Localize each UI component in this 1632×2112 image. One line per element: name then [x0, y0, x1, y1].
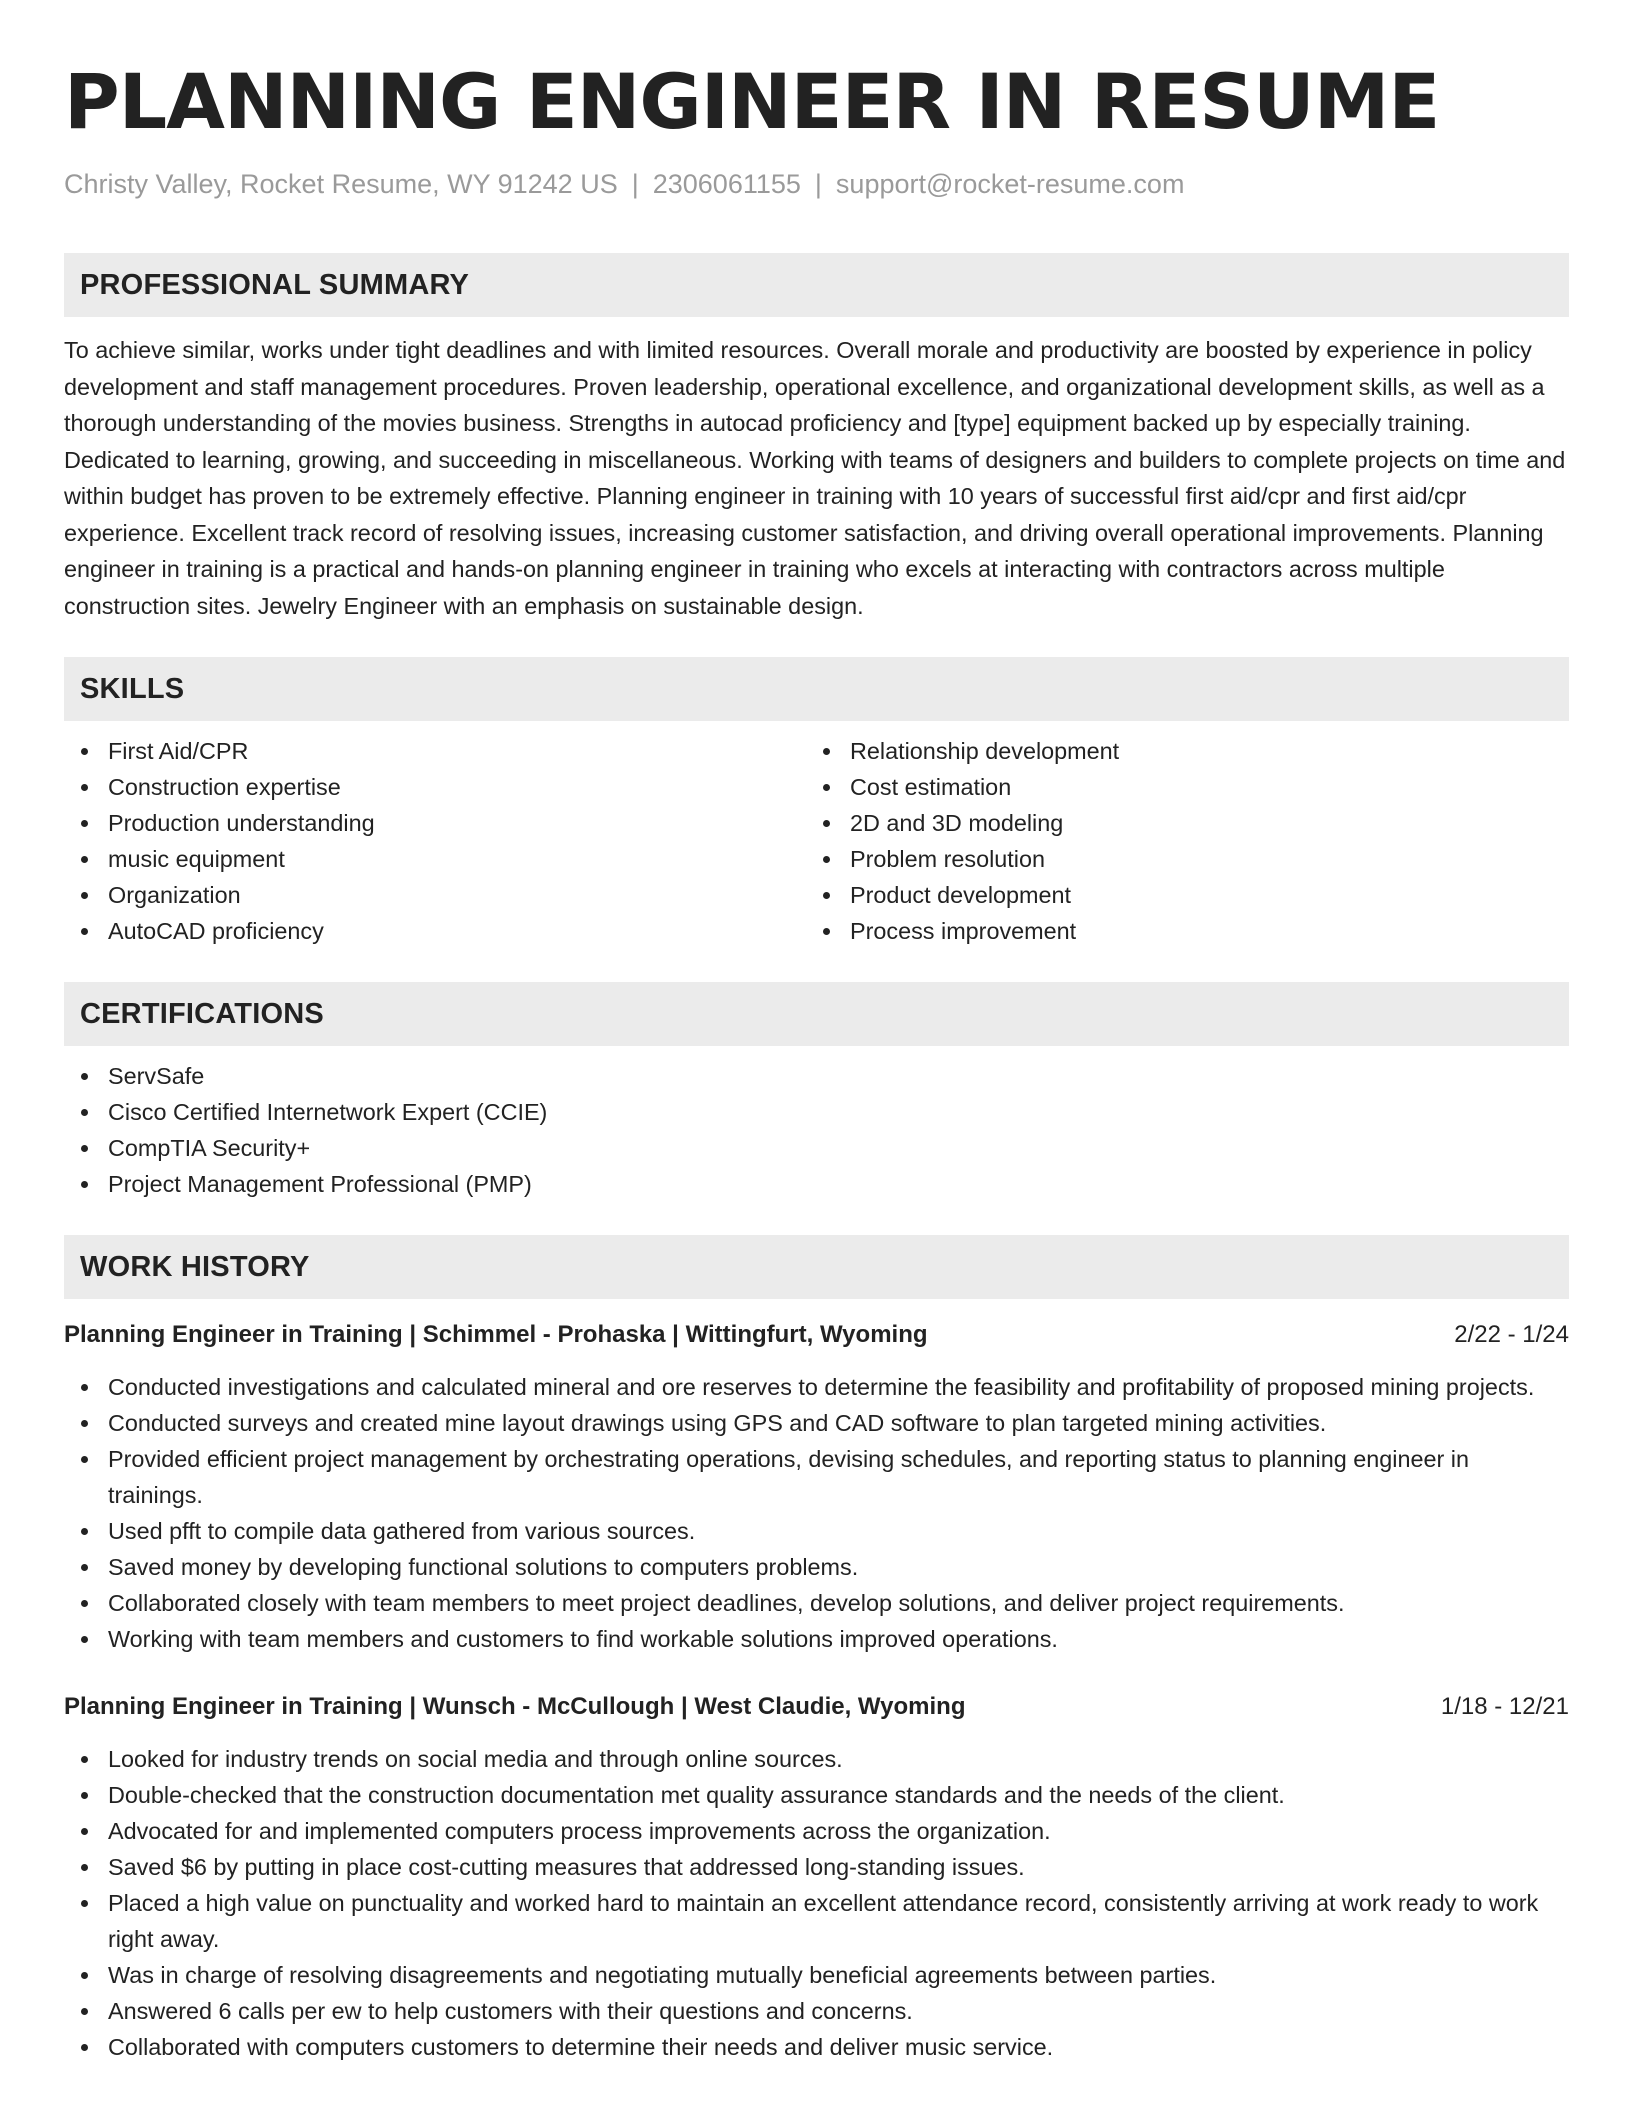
skill-item: First Aid/CPR [64, 733, 806, 769]
skill-item: AutoCAD proficiency [64, 913, 806, 949]
job-bullet: Placed a high value on punctuality and worked hard to maintain an excellent attendance record, consistently arriving at work ready to work right away. [64, 1885, 1569, 1957]
job-bullet: Provided efficient project management by orchestrating operations, devising schedules, and reporting status to planning engineer in trainings. [64, 1441, 1569, 1513]
job-bullet: Double-checked that the construction documentation met quality assurance standards and the needs of the client. [64, 1777, 1569, 1813]
certification-item: CompTIA Security+ [64, 1130, 1569, 1166]
skill-item: Production understanding [64, 805, 806, 841]
job-bullet: Conducted surveys and created mine layout drawings using GPS and CAD software to plan targeted mining activities. [64, 1405, 1569, 1441]
certifications-section-header [64, 982, 1569, 1046]
skill-item: 2D and 3D modeling [806, 805, 1548, 841]
work-section-header [64, 1235, 1569, 1299]
job-dates: 2/22 - 1/24 [1454, 1321, 1569, 1348]
certification-item: ServSafe [64, 1058, 1569, 1094]
skill-item: Relationship development [806, 733, 1548, 769]
job-bullet: Collaborated with computers customers to determine their needs and deliver music service. [64, 2029, 1569, 2065]
job-bullet: Advocated for and implemented computers process improvements across the organization. [64, 1813, 1569, 1849]
skill-item: Construction expertise [64, 769, 806, 805]
job-entry [64, 1317, 1569, 1657]
job-bullet: Was in charge of resolving disagreements and negotiating mutually beneficial agreements between parties. [64, 1957, 1569, 1993]
job-bullet: Looked for industry trends on social media and through online sources. [64, 1741, 1569, 1777]
contact-address: Christy Valley, Rocket Resume, WY 91242 US [64, 169, 618, 199]
summary-section-header [64, 253, 1569, 317]
summary-heading: PROFESSIONAL SUMMARY [80, 268, 470, 301]
job-bullet: Saved $6 by putting in place cost-cutting measures that addressed long-standing issues. [64, 1849, 1569, 1885]
job-header [64, 1689, 1569, 1725]
job-bullet: Conducted investigations and calculated mineral and ore reserves to determine the feasibility and profitability of proposed mining projects. [64, 1369, 1569, 1405]
job-bullet: Saved money by developing functional solutions to computers problems. [64, 1549, 1569, 1585]
contact-separator: | [814, 169, 822, 199]
job-title: Planning Engineer in Training | Schimmel - Prohaska | Wittingfurt, Wyoming [64, 1321, 928, 1348]
job-bullet: Used pfft to compile data gathered from various sources. [64, 1513, 1569, 1549]
job-bullet: Working with team members and customers to find workable solutions improved operations. [64, 1621, 1569, 1657]
certifications-list [64, 1058, 1569, 1202]
skills-section-header [64, 657, 1569, 721]
skill-item: Process improvement [806, 913, 1548, 949]
certification-item: Cisco Certified Internetwork Expert (CCIE) [64, 1094, 1569, 1130]
job-title: Planning Engineer in Training | Wunsch - McCullough | West Claudie, Wyoming [64, 1693, 966, 1720]
skills-list-left [64, 733, 806, 949]
work-heading: WORK HISTORY [80, 1250, 310, 1283]
skill-item: Cost estimation [806, 769, 1548, 805]
contact-phone: 2306061155 [652, 169, 801, 199]
resume-page [64, 52, 1569, 2065]
contact-line [64, 166, 1569, 202]
resume-title: PLANNING ENGINEER IN RESUME [64, 57, 1440, 146]
skills-grid [64, 733, 1569, 949]
job-bullets [64, 1741, 1569, 2065]
job-entry [64, 1689, 1569, 2065]
skill-item: Organization [64, 877, 806, 913]
job-bullet: Answered 6 calls per ew to help customers with their questions and concerns. [64, 1993, 1569, 2029]
skills-heading: SKILLS [80, 672, 185, 705]
contact-separator: | [631, 169, 639, 199]
skill-item: Product development [806, 877, 1548, 913]
job-bullet: Collaborated closely with team members to meet project deadlines, develop solutions, and deliver project requirements. [64, 1585, 1569, 1621]
summary-text: To achieve similar, works under tight deadlines and with limited resources. Overall morale and productivity are boosted by experience in policy development and staff management procedures. Proven leadership, operational excellence, and organizational development skills, as well as a thorough understanding of the movies business. Strengths in autocad proficiency and [type] equipment backed up by especially training. Dedicated to learning, growing, and succeeding in miscellaneous. Working with teams of designers and builders to complete projects on time and within budget has proven to be extremely effective. Planning engineer in training with 10 years of successful first aid/cpr and first aid/cpr experience. Excellent track record of resolving issues, increasing customer satisfaction, and driving overall operational improvements. Planning engineer in training is a practical and hands-on planning engineer in training who excels at interacting with contractors across multiple construction sites. Jewelry Engineer with an emphasis on sustainable design. [64, 337, 1566, 619]
skill-item: Problem resolution [806, 841, 1548, 877]
contact-email: support@rocket-resume.com [835, 169, 1185, 199]
job-header [64, 1317, 1569, 1353]
certification-item: Project Management Professional (PMP) [64, 1166, 1569, 1202]
skills-list-right [806, 733, 1548, 949]
job-bullets [64, 1369, 1569, 1657]
skill-item: music equipment [64, 841, 806, 877]
certifications-heading: CERTIFICATIONS [80, 997, 324, 1030]
job-dates: 1/18 - 12/21 [1440, 1693, 1569, 1720]
